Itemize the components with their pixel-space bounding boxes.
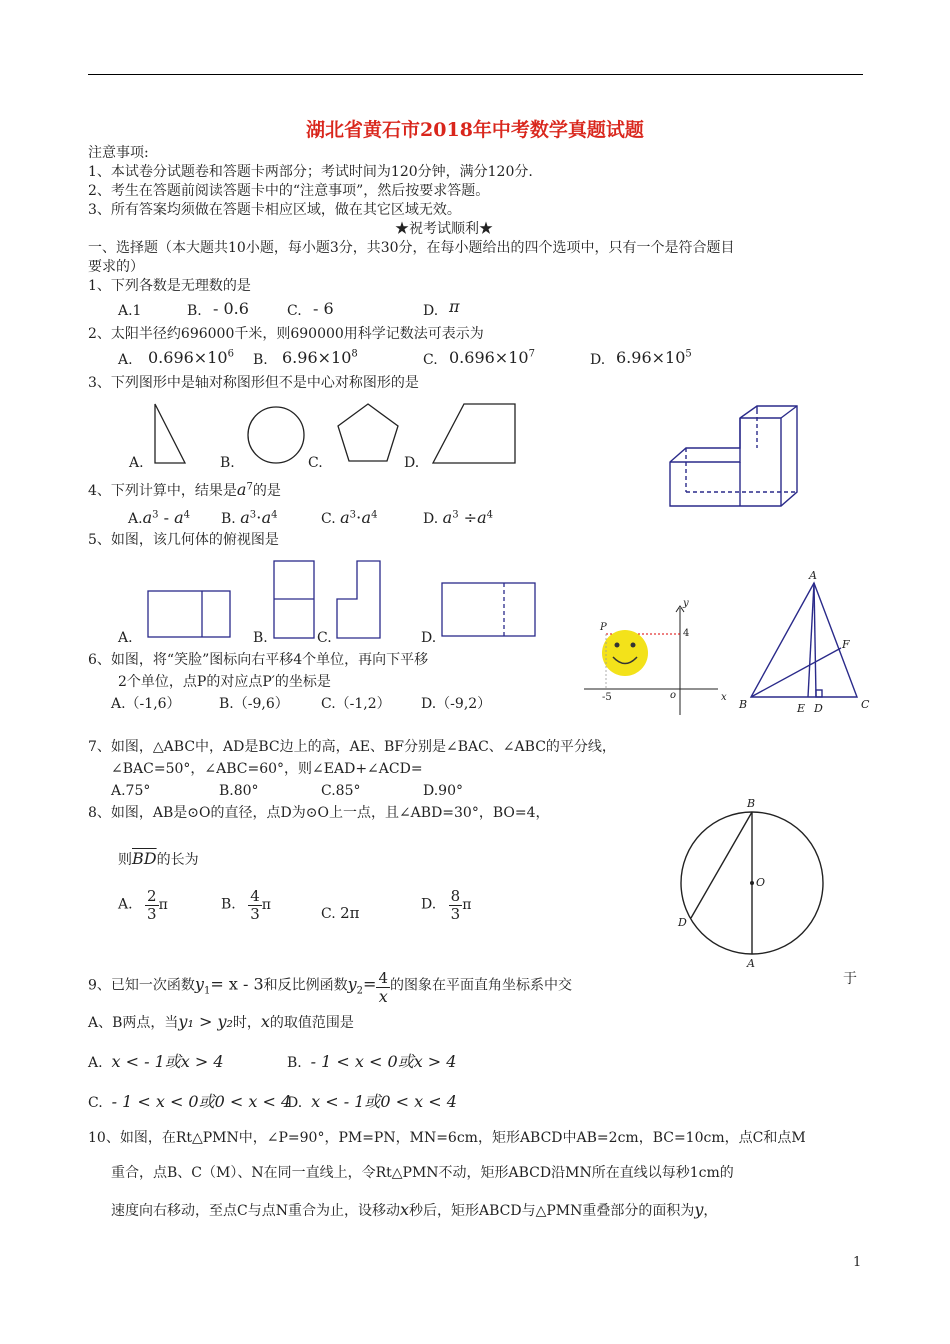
q7-line2: ∠BAC=50°，∠ABC=60°，则∠EAD+∠ACD= [111,761,423,777]
notice-item-2: 2、考生在答题前阅读答题卡中的“注意事项”，然后按要求答题。 [88,183,490,199]
q10-line2: 重合，点B、C（M）、N在同一直线上，令Rt△PMN不动，矩形ABCD沿MN所在直线以每秒1cm的 [111,1165,734,1181]
q9-line2: A、B两点，当y₁ > y₂时，x的取值范围是 [88,1012,354,1031]
q1-option-b-label: B. [187,303,202,319]
q4-option-d: D. $a^3 \div a^4$ [423,508,493,527]
q9-line1: 9、已知一次函数$y_1= x - 3$和反比例函数$y_2=$ $\frac{4}{x}$ 的图象在平面直角坐标系中交 [88,969,572,1006]
q10-line1: 10、如图，在Rt△PMN中，∠P=90°，PM=PN，MN=6cm，矩形ABCD中AB=2cm，BC=10cm，点C和点M [88,1130,806,1146]
q6-option-b: B.（-9,6） [219,696,289,712]
q6-x-label: x [721,692,727,703]
q8-line1: 8、如图，AB是⊙O的直径，点D为⊙O上一点，且∠ABD=30°，BO=4， [88,805,550,821]
q9-line1-end: 于 [843,971,857,987]
q2-option-c-value: $0.696\times 10^7$ [449,348,535,367]
q5-option-a: A. [118,630,133,646]
q2-stem: 2、太阳半径约696000千米，则690000用科学记数法可表示为 [88,326,484,342]
q3-option-c: C. [308,455,323,471]
q7-label-c: C [861,698,870,711]
q7-label-d: D [814,702,823,715]
q6-option-c: C.（-1,2） [321,696,391,712]
q6-line1: 6、如图，将“笑脸”图标向右平移4个单位，再向下平移 [88,652,429,668]
q8-label-b: B [747,797,756,810]
section-heading-line2: 要求的） [88,259,144,275]
q6-option-d: D.（-9,2） [421,696,492,712]
q7-option-b: B.80° [219,783,259,799]
q6-y-label: y [683,598,689,609]
q2-option-d-label: D. [590,352,606,368]
page-number: 1 [853,1255,862,1270]
q4-option-a: $A.a^3 - a^4$ [128,508,190,527]
notice-item-3: 3、所有答案均须做在答题卡相应区域，做在其它区域无效。 [88,202,461,218]
q6-tick-4: 4 [683,628,690,639]
q9-option-d: D. x < - 1或0 < x < 4 [287,1092,457,1111]
notice-heading: 注意事项: [88,145,149,161]
q2-option-a-label: A. [118,352,133,368]
q7-label-f: F [842,638,850,651]
q2-option-b-label: B. [253,352,268,368]
q9-option-b: B. - 1 < x < 0或x > 4 [287,1052,457,1071]
q7-label-a: A [809,569,817,582]
page-title: 湖北省黄石市2018年中考数学真题试题 [306,119,644,141]
q7-line1: 7、如图，△ABC中，AD是BC边上的高，AE、BF分别是∠BAC、∠ABC的平分线， [88,739,616,755]
q3-option-d: D. [404,455,420,471]
q7-option-c: C.85° [321,783,361,799]
q8-label-o: O [756,876,766,889]
q4-stem: 4、下列计算中，结果是$a^7$的是 [88,480,281,499]
q6-tick-minus5: -5 [602,692,612,703]
q1-option-c-label: C. [287,303,302,319]
q3-option-a: A. [129,455,144,471]
q1-option-a: A.1 [118,303,142,319]
q3-option-b: B. [220,455,235,471]
q2-option-a-value: $0.696\times 10^6$ [148,348,234,367]
q8-option-a: A. $\frac{2}{3}$ π [118,887,168,923]
q6-origin-label: o [670,690,677,701]
q6-option-a: A.（-1,6） [111,696,181,712]
q7-label-b: B [739,698,748,711]
q8-label-d: D [678,916,687,929]
q5-option-b: B. [253,630,268,646]
q9-option-a: A. x < - 1或x > 4 [88,1052,224,1071]
q8-option-c: C. 2π [321,904,360,922]
q1-option-c-value: - 6 [313,299,334,318]
q8-option-b: B. $\frac{4}{3}$ π [221,887,271,923]
q5-stem: 5、如图，该几何体的俯视图是 [88,532,279,548]
q8-arc-bd: $\overline{BD}$ [132,849,157,868]
q1-option-b-value: - 0.6 [213,299,249,318]
q7-option-d: D.90° [423,783,463,799]
section-heading-line1: 一、选择题（本大题共10小题，每小题3分，共30分，在每小题给出的四个选项中，只有一个是符合题目 [88,240,735,256]
q6-line2: 2个单位，点P的对应点P′的坐标是 [118,674,331,690]
q1-option-d-label: D. [423,303,439,319]
q1-option-d-value: π [449,297,460,316]
q7-option-a: A.75° [111,783,151,799]
q8-option-d: D. $\frac{8}{3}$ π [421,887,472,923]
q5-option-d: D. [421,630,437,646]
q10-line3: 速度向右移动，至点C与点N重合为止，设移动x秒后，矩形ABCD与△PMN重叠部分的面积为y， [111,1200,718,1219]
q4-option-b: B. $a^3\cdot a^4$ [221,508,278,527]
q7-label-e: E [797,702,806,715]
q2-option-c-label: C. [423,352,438,368]
q5-option-c: C. [317,630,332,646]
q4-option-c: C. $a^3\cdot a^4$ [321,508,378,527]
notice-item-1: 1、本试卷分试题卷和答题卡两部分；考试时间为120分钟，满分120分. [88,164,533,180]
q6-point-p: P [600,622,607,633]
q2-option-d-value: $6.96\times 10^5$ [616,348,692,367]
q8-label-a: A [747,957,755,970]
q1-stem: 1、下列各数是无理数的是 [88,278,251,294]
q9-option-c: C. - 1 < x < 0或0 < x < 4 [88,1092,292,1111]
q8-line2: 则$\overline{BD}$的长为 [118,849,199,868]
q3-stem: 3、下列图形中是轴对称图形但不是中心对称图形的是 [88,375,419,391]
q2-option-b-value: $6.96\times 10^8$ [282,348,358,367]
blessing: ★祝考试顺利★ [395,221,493,237]
